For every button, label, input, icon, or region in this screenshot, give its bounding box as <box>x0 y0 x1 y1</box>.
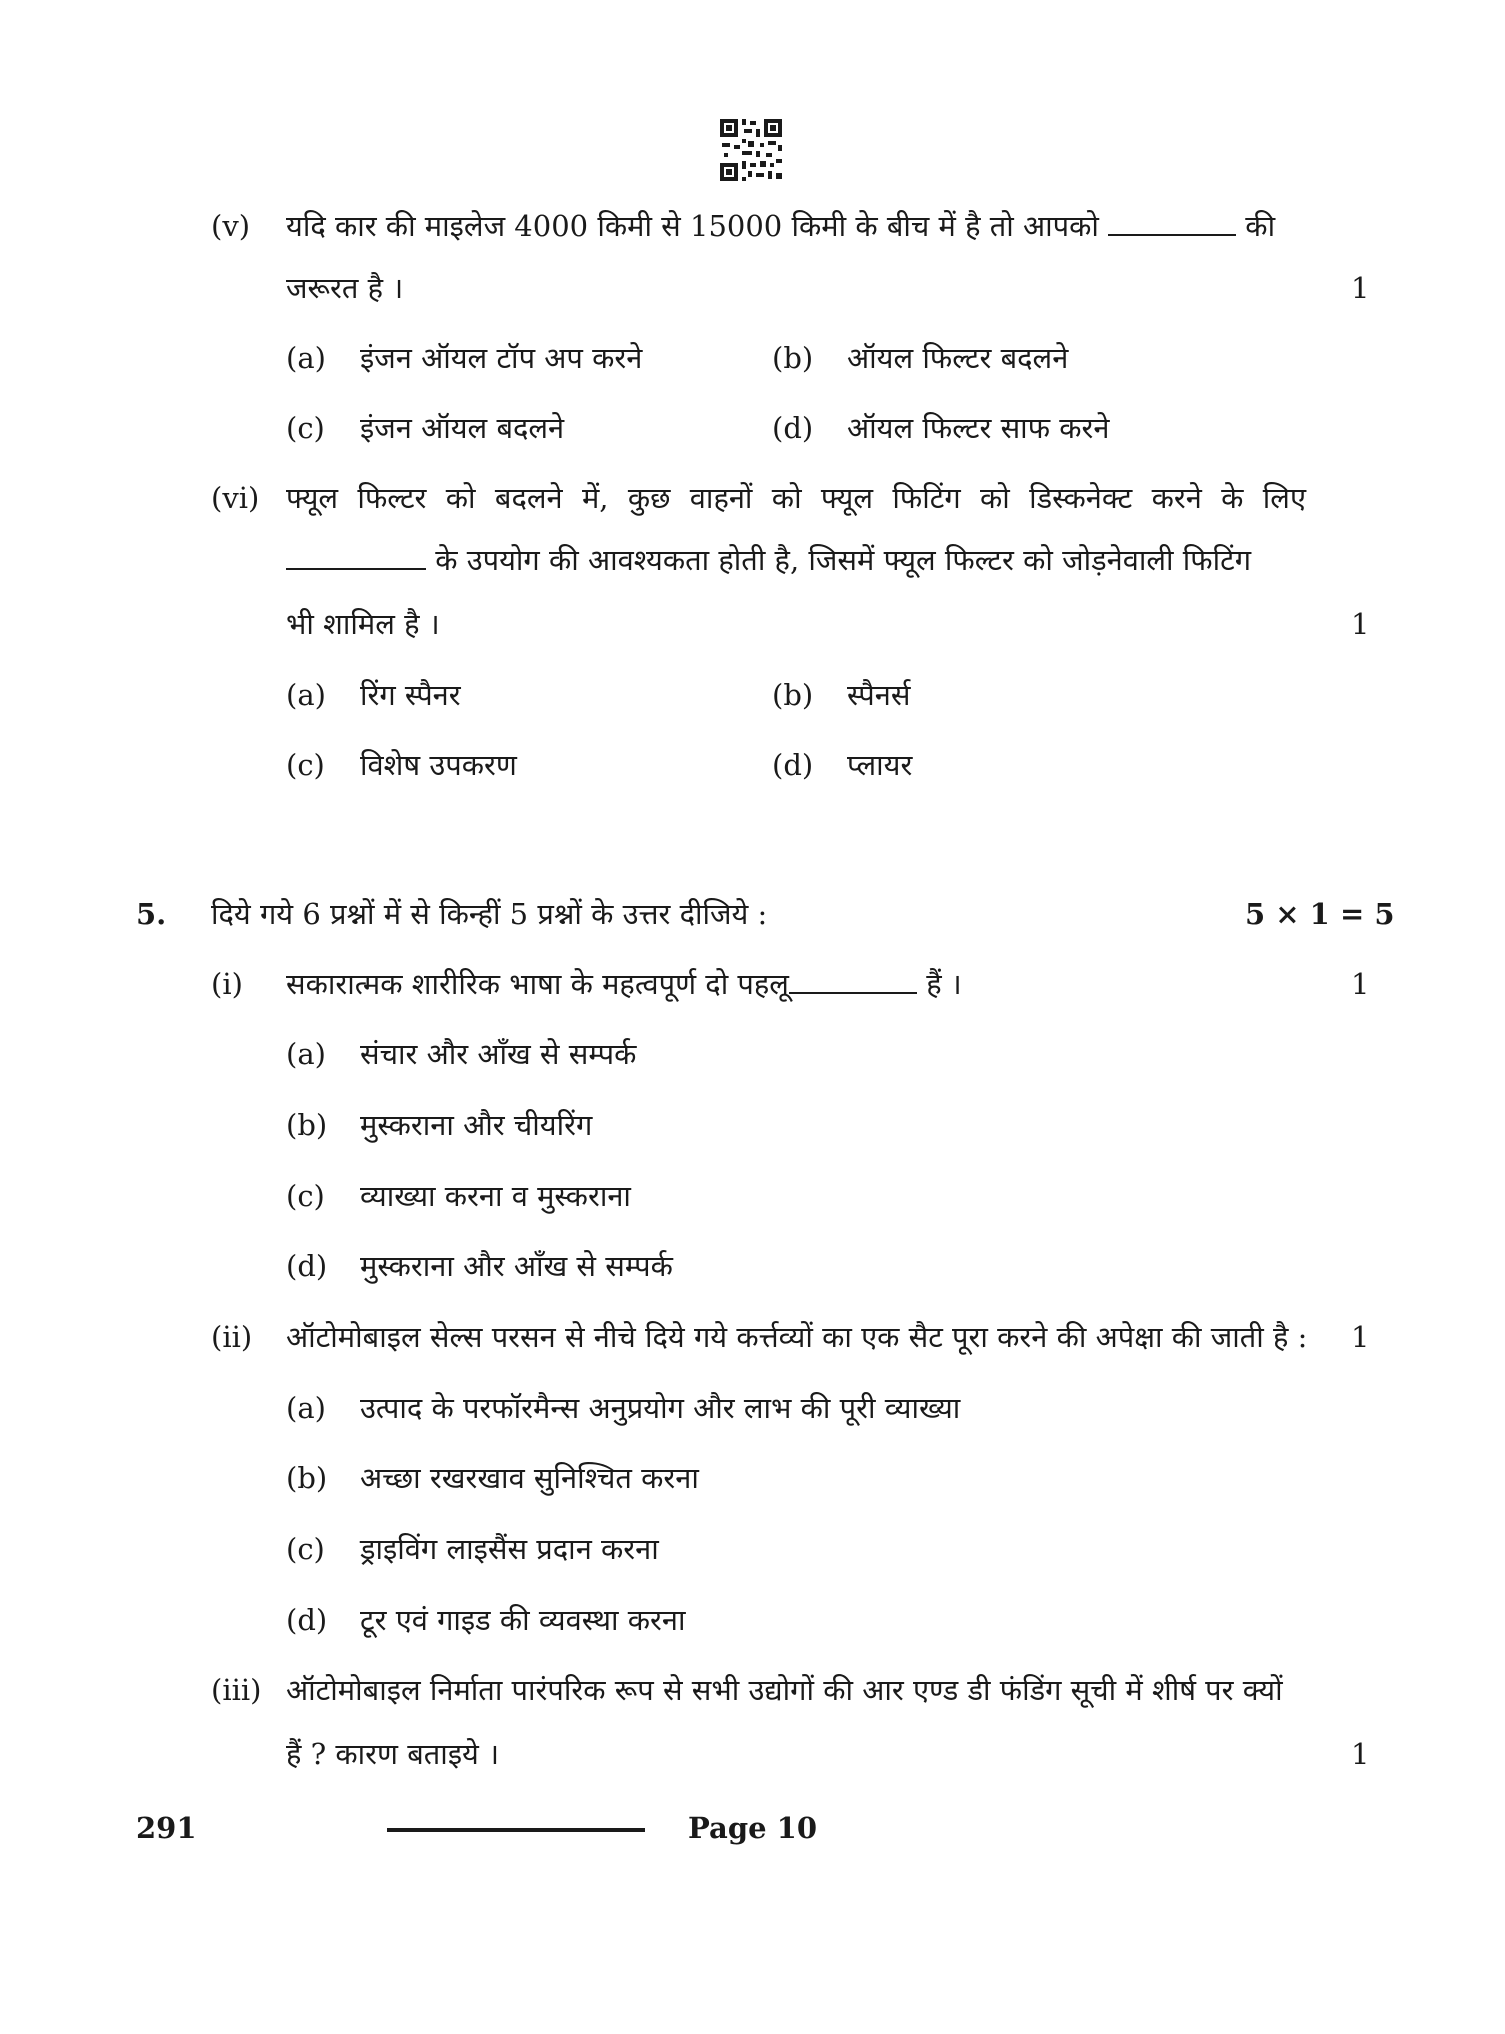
question-5i-number: (i) <box>211 967 243 1001</box>
question-vi-text-line2 <box>286 543 1252 577</box>
option-label: (d) <box>772 411 814 445</box>
question-5i-marks: 1 <box>1351 967 1370 1001</box>
option-label: (a) <box>286 1037 326 1071</box>
option-label: (b) <box>286 1108 328 1142</box>
option-text: अच्छा रखरखाव सुनिश्चित करना <box>360 1461 699 1495</box>
option-label: (a) <box>286 341 326 375</box>
question-5iii-marks: 1 <box>1351 1737 1370 1771</box>
option-label: (d) <box>286 1603 328 1637</box>
qr-code-icon <box>718 117 784 183</box>
option-label: (d) <box>286 1249 328 1283</box>
question-5iii-number: (iii) <box>211 1673 262 1707</box>
option-label: (b) <box>772 678 814 712</box>
question-v-number: (v) <box>211 209 251 243</box>
question-5ii-marks: 1 <box>1351 1320 1370 1354</box>
option-text: ऑयल फिल्टर साफ करने <box>847 411 1110 445</box>
question-5i-text-part2: हैं । <box>926 967 962 1001</box>
option-label: (c) <box>286 748 325 782</box>
question-5ii-text: ऑटोमोबाइल सेल्स परसन से नीचे दिये गये कर्त्तव्यों का एक सैट पूरा करने की अपेक्षा की जाती है : <box>286 1320 1308 1354</box>
option-text: स्पैनर्स <box>847 678 911 712</box>
question-5-marks: 5 × 1 = 5 <box>1245 897 1395 931</box>
option-text: रिंग स्पैनर <box>360 678 461 712</box>
option-text: संचार और आँख से सम्पर्क <box>360 1037 637 1071</box>
option-text: विशेष उपकरण <box>360 748 517 782</box>
question-5-instruction: दिये गये 6 प्रश्नों में से किन्हीं 5 प्रश्नों के उत्तर दीजिये : <box>211 897 768 931</box>
option-text: इंजन ऑयल बदलने <box>360 411 565 445</box>
option-label: (c) <box>286 411 325 445</box>
question-vi-text-part2: के उपयोग की आवश्यकता होती है, जिसमें फ्यूल फिल्टर को जोड़नेवाली फिटिंग <box>435 543 1252 577</box>
option-text: उत्पाद के परफॉरमैन्स अनुप्रयोग और लाभ की पूरी व्याख्या <box>360 1391 961 1425</box>
option-text: ड्राइविंग लाइसैंस प्रदान करना <box>360 1532 659 1566</box>
question-5ii-number: (ii) <box>211 1320 253 1354</box>
page-number: Page 10 <box>688 1811 817 1845</box>
option-label: (b) <box>286 1461 328 1495</box>
question-v-blank <box>1108 212 1236 236</box>
paper-code: 291 <box>136 1811 197 1845</box>
question-vi-text-line3: भी शामिल है । <box>286 607 440 641</box>
question-5i-blank <box>789 970 917 994</box>
option-text: ऑयल फिल्टर बदलने <box>847 341 1069 375</box>
question-5iii-text-line2: हैं ? कारण बताइये । <box>286 1737 500 1771</box>
question-vi-number: (vi) <box>211 481 260 515</box>
option-text: प्लायर <box>847 748 913 782</box>
option-label: (a) <box>286 678 326 712</box>
question-vi-blank <box>286 546 426 570</box>
footer-rule <box>387 1828 645 1832</box>
option-label: (a) <box>286 1391 326 1425</box>
question-v-text-part2: की <box>1245 209 1276 243</box>
question-vi-text-line1: फ्यूल फिल्टर को बदलने में, कुछ वाहनों को फ्यूल फिटिंग को डिस्कनेक्ट करने के लिए <box>286 481 1306 515</box>
question-5-number: 5. <box>136 897 167 931</box>
question-v-text-line1 <box>286 209 1276 243</box>
option-text: इंजन ऑयल टॉप अप करने <box>360 341 643 375</box>
option-label: (c) <box>286 1179 325 1213</box>
question-v-marks: 1 <box>1351 271 1370 305</box>
option-text: टूर एवं गाइड की व्यवस्था करना <box>360 1603 686 1637</box>
question-vi-marks: 1 <box>1351 607 1370 641</box>
question-5i-text <box>286 967 962 1001</box>
question-v-text-line2: जरूरत है । <box>286 271 404 305</box>
option-label: (d) <box>772 748 814 782</box>
option-label: (b) <box>772 341 814 375</box>
question-5iii-text-line1: ऑटोमोबाइल निर्माता पारंपरिक रूप से सभी उद्योगों की आर एण्ड डी फंडिंग सूची में शीर्ष पर क्यों <box>286 1673 1283 1707</box>
option-label: (c) <box>286 1532 325 1566</box>
option-text: मुस्कराना और आँख से सम्पर्क <box>360 1249 673 1283</box>
option-text: व्याख्या करना व मुस्कराना <box>360 1179 631 1213</box>
question-v-text-part1: यदि कार की माइलेज 4000 किमी से 15000 किमी के बीच में है तो आपको <box>286 209 1099 243</box>
option-text: मुस्कराना और चीयरिंग <box>360 1108 593 1142</box>
question-5i-text-part1: सकारात्मक शारीरिक भाषा के महत्वपूर्ण दो पहलू <box>286 967 789 1001</box>
